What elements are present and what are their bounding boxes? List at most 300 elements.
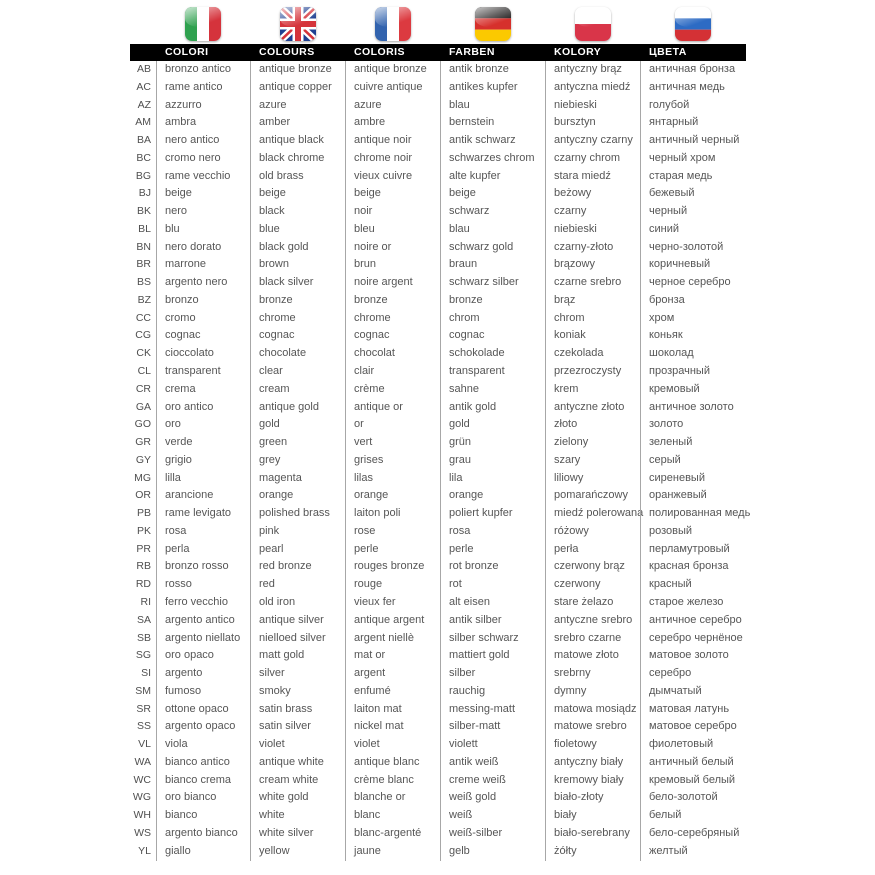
cell-de: blau — [440, 97, 545, 115]
table-row — [130, 256, 795, 274]
cell-pl: matowe srebro — [545, 718, 640, 736]
cell-fr: argent niellè — [345, 630, 440, 648]
cell-pl: biały — [545, 807, 640, 825]
cell-ru: черное серебро — [640, 274, 795, 292]
cell-en: chrome — [250, 310, 345, 328]
header-cell-en: COLOURS — [250, 44, 345, 61]
cell-it: marrone — [156, 256, 250, 274]
cell-code: CL — [137, 365, 151, 378]
color-table-page — [130, 0, 795, 860]
table-row — [130, 381, 795, 399]
cell-en: smoky — [250, 683, 345, 701]
cell-ru: античная медь — [640, 79, 795, 97]
cell-en: antique white — [250, 754, 345, 772]
cell-it: rosa — [156, 523, 250, 541]
cell-de: bronze — [440, 292, 545, 310]
uk-flag-icon — [280, 7, 316, 41]
cell-ru: серый — [640, 452, 795, 470]
cell-de: weiß-silber — [440, 825, 545, 843]
cell-pl: czarne srebro — [545, 274, 640, 292]
cell-it: viola — [156, 736, 250, 754]
cell-pl: różowy — [545, 523, 640, 541]
cell-code: BA — [136, 134, 151, 147]
cell-pl: niebieski — [545, 221, 640, 239]
cell-pl: przezroczysty — [545, 363, 640, 381]
cell-de: weiß — [440, 807, 545, 825]
cell-ru: кремовый — [640, 381, 795, 399]
cell-it: crema — [156, 381, 250, 399]
cell-de: gelb — [440, 843, 545, 861]
header-cell-de: FARBEN — [440, 44, 545, 61]
cell-code: BZ — [137, 293, 151, 306]
cell-de: orange — [440, 487, 545, 505]
cell-pl: zielony — [545, 434, 640, 452]
cell-de: cognac — [440, 327, 545, 345]
cell-ru: оранжевый — [640, 487, 795, 505]
cell-it: oro opaco — [156, 647, 250, 665]
cell-en: violet — [250, 736, 345, 754]
cell-fr: vieux fer — [345, 594, 440, 612]
cell-fr: antique bronze — [345, 61, 440, 79]
cell-it: bianco crema — [156, 772, 250, 790]
cell-ru: старая медь — [640, 168, 795, 186]
cell-fr: vert — [345, 434, 440, 452]
cell-it: argento bianco — [156, 825, 250, 843]
cell-it: argento — [156, 665, 250, 683]
table-row — [130, 541, 795, 559]
cell-ru: желтый — [640, 843, 795, 861]
cell-it: oro antico — [156, 399, 250, 417]
cell-fr: argent — [345, 665, 440, 683]
header-cell-it: COLORI — [156, 44, 250, 61]
cell-pl: czerwony brąz — [545, 558, 640, 576]
cell-it: bianco antico — [156, 754, 250, 772]
cell-code: WG — [132, 791, 151, 804]
cell-fr: jaune — [345, 843, 440, 861]
cell-ru: античное серебро — [640, 612, 795, 630]
cell-pl: perła — [545, 541, 640, 559]
cell-pl: antyczne srebro — [545, 612, 640, 630]
table-row — [130, 505, 795, 523]
cell-code: SS — [136, 720, 151, 733]
cell-de: sahne — [440, 381, 545, 399]
cell-ru: хром — [640, 310, 795, 328]
cell-ru: зеленый — [640, 434, 795, 452]
cell-code: VL — [138, 738, 151, 751]
cell-de: silber schwarz — [440, 630, 545, 648]
cell-code: SG — [135, 649, 151, 662]
cell-de: antik silber — [440, 612, 545, 630]
cell-ru: коричневый — [640, 256, 795, 274]
cell-code: OR — [135, 489, 151, 502]
cell-ru: полированная медь — [640, 505, 795, 523]
cell-en: brown — [250, 256, 345, 274]
cell-ru: красный — [640, 576, 795, 594]
cell-de: schwarz gold — [440, 239, 545, 257]
cell-code: WC — [133, 773, 151, 786]
table-body — [130, 61, 795, 860]
cell-it: cioccolato — [156, 345, 250, 363]
cell-code: RD — [135, 578, 151, 591]
cell-fr: noire or — [345, 239, 440, 257]
cell-fr: beige — [345, 185, 440, 203]
cell-code: MG — [134, 471, 151, 484]
cell-de: bernstein — [440, 114, 545, 132]
cell-it: bronzo — [156, 292, 250, 310]
cell-ru: античный белый — [640, 754, 795, 772]
cell-en: azure — [250, 97, 345, 115]
cell-code: GR — [135, 436, 151, 449]
cell-code: RI — [140, 595, 151, 608]
cell-pl: stare żelazo — [545, 594, 640, 612]
cell-ru: черный — [640, 203, 795, 221]
cell-de: antik gold — [440, 399, 545, 417]
cell-fr: grises — [345, 452, 440, 470]
table-row — [130, 97, 795, 115]
cell-pl: chrom — [545, 310, 640, 328]
cell-ru: белый — [640, 807, 795, 825]
header-cell-pl: KOLORY — [545, 44, 640, 61]
cell-en: satin brass — [250, 701, 345, 719]
table-row — [130, 399, 795, 417]
cell-en: chocolate — [250, 345, 345, 363]
cell-ru: коньяк — [640, 327, 795, 345]
cell-pl: czarny — [545, 203, 640, 221]
cell-en: antique black — [250, 132, 345, 150]
cell-ru: голубой — [640, 97, 795, 115]
cell-de: violett — [440, 736, 545, 754]
cell-en: antique gold — [250, 399, 345, 417]
cell-it: giallo — [156, 843, 250, 861]
header-cell-code — [130, 44, 156, 61]
cell-ru: матовое серебро — [640, 718, 795, 736]
table-row — [130, 576, 795, 594]
cell-pl: stara miedź — [545, 168, 640, 186]
table-row — [130, 239, 795, 257]
cell-it: transparent — [156, 363, 250, 381]
table-row — [130, 647, 795, 665]
header-cell-ru: ЦВЕТА — [640, 44, 795, 61]
cell-ru: черный хром — [640, 150, 795, 168]
table-row — [130, 434, 795, 452]
cell-it: ottone opaco — [156, 701, 250, 719]
cell-fr: chrome — [345, 310, 440, 328]
cell-code: SI — [141, 667, 151, 680]
cell-it: cromo — [156, 310, 250, 328]
cell-fr: ambre — [345, 114, 440, 132]
cell-de: braun — [440, 256, 545, 274]
cell-it: rame antico — [156, 79, 250, 97]
cell-de: beige — [440, 185, 545, 203]
cell-en: beige — [250, 185, 345, 203]
cell-code: PB — [136, 507, 151, 520]
cell-de: alte kupfer — [440, 168, 545, 186]
cell-en: pearl — [250, 541, 345, 559]
cell-it: perla — [156, 541, 250, 559]
cell-de: antikes kupfer — [440, 79, 545, 97]
table-row — [130, 292, 795, 310]
cell-de: blau — [440, 221, 545, 239]
cell-en: yellow — [250, 843, 345, 861]
table-row — [130, 487, 795, 505]
cell-de: schwarzes chrom — [440, 150, 545, 168]
cell-fr: perle — [345, 541, 440, 559]
cell-ru: бронза — [640, 292, 795, 310]
cell-code: AM — [135, 116, 151, 129]
cell-en: pink — [250, 523, 345, 541]
cell-de: messing-matt — [440, 701, 545, 719]
france-flag-icon — [375, 7, 411, 41]
table-row — [130, 203, 795, 221]
cell-pl: czekolada — [545, 345, 640, 363]
cell-pl: miedź polerowana — [545, 505, 640, 523]
cell-fr: vieux cuivre — [345, 168, 440, 186]
table-row — [130, 221, 795, 239]
cell-pl: szary — [545, 452, 640, 470]
header-cell-fr: COLORIS — [345, 44, 440, 61]
cell-en: antique copper — [250, 79, 345, 97]
cell-ru: перламутровый — [640, 541, 795, 559]
table-row — [130, 310, 795, 328]
cell-code: CK — [136, 347, 151, 360]
cell-de: grau — [440, 452, 545, 470]
cell-en: matt gold — [250, 647, 345, 665]
cell-fr: rouges bronze — [345, 558, 440, 576]
cell-pl: biało-złoty — [545, 789, 640, 807]
cell-it: nero — [156, 203, 250, 221]
cell-ru: серебро — [640, 665, 795, 683]
cell-de: rot bronze — [440, 558, 545, 576]
cell-ru: красная бронза — [640, 558, 795, 576]
cell-it: azzurro — [156, 97, 250, 115]
table-row — [130, 185, 795, 203]
table-row — [130, 772, 795, 790]
cell-de: rauchig — [440, 683, 545, 701]
cell-de: schwarz silber — [440, 274, 545, 292]
cell-fr: nickel mat — [345, 718, 440, 736]
table-row — [130, 789, 795, 807]
cell-it: nero antico — [156, 132, 250, 150]
cell-it: rosso — [156, 576, 250, 594]
cell-en: cognac — [250, 327, 345, 345]
germany-flag-icon — [475, 7, 511, 41]
table-row — [130, 61, 795, 79]
cell-pl: antyczne złoto — [545, 399, 640, 417]
cell-ru: старое железо — [640, 594, 795, 612]
cell-fr: laiton poli — [345, 505, 440, 523]
cell-de: silber-matt — [440, 718, 545, 736]
cell-en: white — [250, 807, 345, 825]
cell-pl: srebrny — [545, 665, 640, 683]
cell-fr: antique argent — [345, 612, 440, 630]
cell-fr: antique or — [345, 399, 440, 417]
cell-it: ambra — [156, 114, 250, 132]
table-row — [130, 168, 795, 186]
cell-code: CG — [135, 329, 151, 342]
cell-code: GO — [134, 418, 151, 431]
cell-ru: античное золото — [640, 399, 795, 417]
cell-code: WS — [134, 826, 151, 839]
russia-flag-icon — [675, 7, 711, 41]
cell-it: nero dorato — [156, 239, 250, 257]
cell-pl: beżowy — [545, 185, 640, 203]
table-row — [130, 114, 795, 132]
cell-pl: antyczny czarny — [545, 132, 640, 150]
cell-fr: crème — [345, 381, 440, 399]
cell-pl: antyczna miedź — [545, 79, 640, 97]
cell-de: creme weiß — [440, 772, 545, 790]
cell-fr: brun — [345, 256, 440, 274]
table-row — [130, 363, 795, 381]
cell-it: arancione — [156, 487, 250, 505]
cell-en: black silver — [250, 274, 345, 292]
cell-pl: kremowy biały — [545, 772, 640, 790]
cell-it: blu — [156, 221, 250, 239]
cell-fr: bleu — [345, 221, 440, 239]
table-row — [130, 79, 795, 97]
table-row — [130, 683, 795, 701]
cell-en: gold — [250, 416, 345, 434]
cell-fr: blanche or — [345, 789, 440, 807]
cell-ru: кремовый белый — [640, 772, 795, 790]
cell-en: grey — [250, 452, 345, 470]
cell-en: orange — [250, 487, 345, 505]
cell-en: magenta — [250, 470, 345, 488]
cell-de: perle — [440, 541, 545, 559]
cell-code: RB — [136, 560, 151, 573]
cell-fr: crème blanc — [345, 772, 440, 790]
table-row — [130, 665, 795, 683]
cell-pl: czarny chrom — [545, 150, 640, 168]
cell-it: fumoso — [156, 683, 250, 701]
cell-code: BL — [138, 222, 151, 235]
cell-it: oro — [156, 416, 250, 434]
cell-fr: lilas — [345, 470, 440, 488]
cell-en: nielloed silver — [250, 630, 345, 648]
cell-ru: фиолетовый — [640, 736, 795, 754]
cell-it: bianco — [156, 807, 250, 825]
cell-it: argento opaco — [156, 718, 250, 736]
cell-pl: czerwony — [545, 576, 640, 594]
cell-de: antik schwarz — [440, 132, 545, 150]
cell-it: argento antico — [156, 612, 250, 630]
cell-de: gold — [440, 416, 545, 434]
cell-ru: янтарный — [640, 114, 795, 132]
cell-de: chrom — [440, 310, 545, 328]
cell-code: BG — [135, 169, 151, 182]
cell-fr: or — [345, 416, 440, 434]
cell-ru: матовая латунь — [640, 701, 795, 719]
cell-code: WH — [133, 809, 151, 822]
cell-en: cream white — [250, 772, 345, 790]
cell-pl: złoto — [545, 416, 640, 434]
cell-en: white silver — [250, 825, 345, 843]
flags-row — [130, 0, 795, 44]
cell-ru: античная бронза — [640, 61, 795, 79]
cell-en: white gold — [250, 789, 345, 807]
table-row — [130, 416, 795, 434]
table-row — [130, 594, 795, 612]
cell-en: black chrome — [250, 150, 345, 168]
cell-ru: прозрачный — [640, 363, 795, 381]
table-row — [130, 274, 795, 292]
cell-de: grün — [440, 434, 545, 452]
cell-it: ferro vecchio — [156, 594, 250, 612]
cell-de: silber — [440, 665, 545, 683]
cell-de: weiß gold — [440, 789, 545, 807]
cell-en: cream — [250, 381, 345, 399]
cell-code: GY — [135, 453, 151, 466]
table-row — [130, 701, 795, 719]
cell-fr: antique blanc — [345, 754, 440, 772]
cell-ru: бело-золотой — [640, 789, 795, 807]
cell-en: amber — [250, 114, 345, 132]
cell-pl: brąz — [545, 292, 640, 310]
cell-ru: золото — [640, 416, 795, 434]
cell-pl: koniak — [545, 327, 640, 345]
cell-it: cognac — [156, 327, 250, 345]
cell-en: antique silver — [250, 612, 345, 630]
cell-de: alt eisen — [440, 594, 545, 612]
cell-en: clear — [250, 363, 345, 381]
cell-de: rot — [440, 576, 545, 594]
cell-pl: dymny — [545, 683, 640, 701]
cell-code: BN — [136, 240, 151, 253]
cell-code: SR — [136, 702, 151, 715]
cell-code: YL — [138, 844, 151, 857]
cell-pl: pomarańczowy — [545, 487, 640, 505]
cell-it: argento niellato — [156, 630, 250, 648]
cell-code: AB — [136, 63, 151, 75]
table-row — [130, 327, 795, 345]
cell-fr: rose — [345, 523, 440, 541]
cell-it: rame levigato — [156, 505, 250, 523]
cell-it: argento nero — [156, 274, 250, 292]
cell-fr: clair — [345, 363, 440, 381]
cell-en: antique bronze — [250, 61, 345, 79]
cell-pl: brązowy — [545, 256, 640, 274]
cell-en: red — [250, 576, 345, 594]
cell-code: GA — [135, 400, 151, 413]
cell-en: black — [250, 203, 345, 221]
cell-pl: liliowy — [545, 470, 640, 488]
cell-code: BK — [136, 205, 151, 218]
cell-ru: сиреневый — [640, 470, 795, 488]
cell-code: WA — [134, 755, 151, 768]
cell-fr: enfumé — [345, 683, 440, 701]
cell-fr: azure — [345, 97, 440, 115]
table-row — [130, 736, 795, 754]
cell-pl: fioletowy — [545, 736, 640, 754]
table-row — [130, 558, 795, 576]
table-row — [130, 523, 795, 541]
cell-de: schwarz — [440, 203, 545, 221]
cell-fr: rouge — [345, 576, 440, 594]
cell-en: satin silver — [250, 718, 345, 736]
cell-code: SB — [136, 631, 151, 644]
table-row — [130, 452, 795, 470]
cell-de: poliert kupfer — [440, 505, 545, 523]
cell-ru: розовый — [640, 523, 795, 541]
cell-code: BR — [136, 258, 151, 271]
cell-fr: blanc-argenté — [345, 825, 440, 843]
cell-it: grigio — [156, 452, 250, 470]
cell-code: AZ — [137, 98, 151, 111]
cell-code: PR — [136, 542, 151, 555]
cell-de: schokolade — [440, 345, 545, 363]
cell-fr: antique noir — [345, 132, 440, 150]
cell-fr: laiton mat — [345, 701, 440, 719]
